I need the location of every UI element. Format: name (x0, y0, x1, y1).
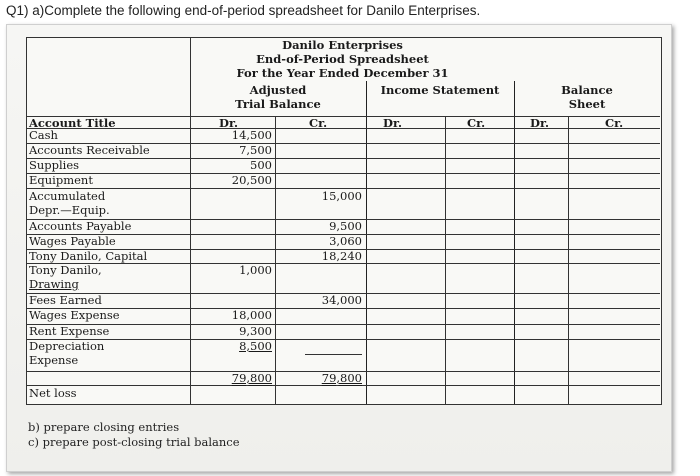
account-depr-expense-line1: Depreciation (29, 339, 105, 353)
account-rent-expense: Rent Expense (29, 324, 110, 338)
wages-payable-cr: 3,060 (329, 234, 362, 248)
atb-dr-header: Dr. (219, 116, 238, 130)
account-fees-earned: Fees Earned (29, 293, 102, 307)
period-line: For the Year Ended December 31 (236, 66, 449, 80)
grid-line (275, 116, 276, 404)
credit-rule (305, 354, 362, 355)
supplies-dr: 500 (250, 158, 272, 172)
account-title-header: Account Title (29, 116, 116, 130)
grid-line (27, 339, 660, 340)
company-name: Danilo Enterprises (282, 38, 403, 52)
net-loss-label: Net loss (29, 386, 77, 400)
grid-line (27, 128, 660, 129)
income-statement-header: Income Statement (380, 83, 500, 97)
receivable-dr: 7,500 (239, 143, 272, 157)
account-payable: Accounts Payable (29, 219, 132, 233)
depr-expense-dr: 8,500 (239, 339, 272, 353)
balance-header: Balance (561, 83, 613, 97)
account-wages-expense: Wages Expense (29, 308, 120, 322)
grid-line (568, 116, 569, 404)
grid-line (27, 158, 660, 159)
total-dr: 79,800 (231, 371, 272, 385)
bs-dr-header: Dr. (530, 116, 549, 130)
atb-cr-header: Cr. (309, 116, 328, 130)
total-cr: 79,800 (321, 371, 362, 385)
is-cr-header: Cr. (467, 116, 486, 130)
adjusted-header: Adjusted (249, 83, 307, 97)
accum-depr-cr: 15,000 (321, 189, 362, 203)
account-receivable: Accounts Receivable (29, 143, 150, 157)
account-accum-depr-line1: Accumulated (29, 189, 106, 203)
grid-line (514, 81, 515, 404)
fees-earned-cr: 34,000 (321, 293, 362, 307)
grid-line (27, 116, 660, 117)
is-dr-header: Dr. (383, 116, 402, 130)
grid-line (27, 308, 660, 309)
grid-line (27, 263, 660, 264)
grid-line (27, 324, 660, 325)
equipment-dr: 20,500 (231, 173, 272, 187)
bs-cr-header: Cr. (605, 116, 624, 130)
spreadsheet (26, 37, 662, 405)
additional-tasks (28, 420, 240, 450)
grid-line (445, 116, 446, 404)
account-wages-payable: Wages Payable (29, 234, 116, 248)
rent-expense-dr: 9,300 (239, 324, 272, 338)
sheet-header: Sheet (568, 97, 606, 111)
sheet-title: End-of-Period Spreadsheet (256, 52, 429, 66)
trial-balance-header: Trial Balance (235, 97, 321, 111)
account-drawing-line2: Drawing (29, 277, 79, 291)
grid-line (366, 81, 367, 404)
account-equipment: Equipment (29, 173, 93, 187)
grid-line (27, 173, 660, 174)
account-supplies: Supplies (29, 158, 80, 172)
account-depr-expense-line2: Expense (29, 353, 79, 367)
account-capital: Tony Danilo, Capital (29, 249, 148, 263)
capital-cr: 18,240 (321, 249, 362, 263)
task-b: b) prepare closing entries (28, 420, 180, 434)
account-cash: Cash (29, 128, 58, 142)
question-text: Q1) a)Complete the following end-of-period spreadsheet for Danilo Enterprises. (6, 3, 481, 18)
account-drawing-line1: Tony Danilo, (29, 263, 102, 277)
grid-line (27, 385, 660, 386)
task-c: c) prepare post-closing trial balance (28, 435, 240, 449)
payable-cr: 9,500 (329, 219, 362, 233)
account-accum-depr-line2: Depr.—Equip. (29, 203, 110, 217)
drawing-dr: 1,000 (239, 263, 272, 277)
wages-expense-dr: 18,000 (231, 308, 272, 322)
cash-dr: 14,500 (231, 128, 272, 142)
